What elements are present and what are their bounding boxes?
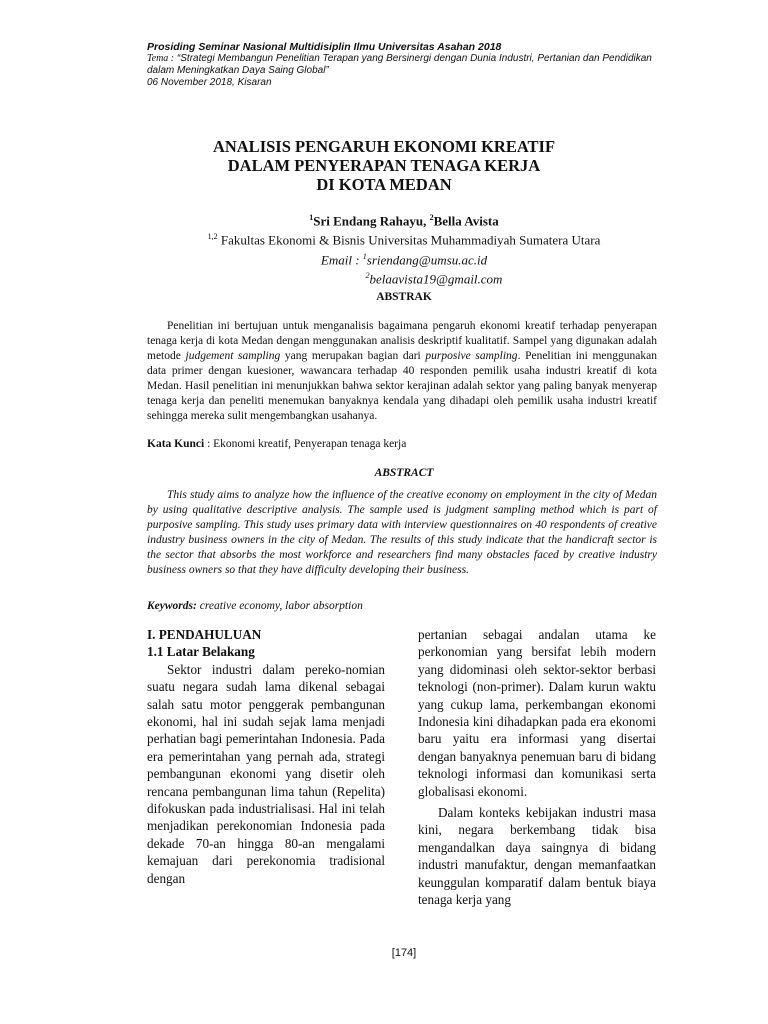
author2-sup: 2: [429, 213, 434, 222]
theme-text: “Strategi Membangun Penelitian Terapan yang Bersinergi dengan Dunia Industri, Pertanian dan Pendidikan dalam Meningkatkan Daya Saing Global”: [147, 53, 652, 76]
email1-sup: 1: [362, 251, 367, 261]
email2-sup: 2: [365, 270, 370, 280]
right-column: [418, 626, 656, 909]
abstract-heading: ABSTRACT: [374, 467, 434, 479]
proceedings-theme: [147, 53, 667, 77]
author-block: [0, 210, 768, 287]
proceedings-title: Prosiding Seminar Nasional Multidisiplin Ilmu Universitas Asahan 2018: [147, 41, 502, 53]
section-heading: I. PENDAHULUAN: [147, 627, 262, 642]
abstrak-text-2: yang merupakan bagian dari: [280, 350, 426, 362]
abstrak-em-2: purposive sampling: [425, 350, 518, 362]
email-1[interactable]: sriendang@umsu.ac.id: [366, 251, 488, 267]
abstract-body: This study aims to analyze how the influence of the creative economy on employment in the city of Medan by using qualitative descriptive analysis. The sample used is judgment sampling method which is part of purposive sampling. This study uses primary data with interview questionnaires on 40 respondents of creative industry business owners in the city of Medan. The results of this study indicate that the handicraft sector is the sector that absorbs the most workforce and researchers find many obstacles faced by creative industry business owners so that they have difficulty developing their business.: [147, 489, 657, 576]
right-paragraph-2: Dalam konteks kebijakan industri masa kini, negara berkembang tidak bisa mengandalkan daya saingnya di bidang industri manufaktur, dengan memanfaatkan keunggulan komparatif dalam bentuk biaya tenaga kerja yang: [418, 805, 656, 908]
title-line-2: DALAM PENYERAPAN TENAGA KERJA: [227, 156, 541, 175]
page-number: [174]: [391, 947, 417, 959]
kata-kunci-text: : Ekonomi kreatif, Penyerapan tenaga kerja: [204, 438, 407, 450]
keywords-label: Keywords:: [147, 600, 197, 612]
affiliation-sup: 1,2: [207, 232, 218, 242]
email-label: Email :: [320, 251, 363, 267]
kata-kunci-label: Kata Kunci: [147, 438, 205, 450]
keywords: [147, 600, 657, 612]
author-1: Sri Endang Rahayu,: [313, 213, 430, 229]
abstrak-text-1: Penelitian ini bertujuan untuk menganalisis bagaimana pengaruh ekonomi kreatif terhadap penyerapan tenaga kerja di kota Medan dengan menggunakan analisis deskriptif kualitatif. Sampel yang digunakan adalah metode: [147, 320, 657, 362]
author1-sup: 1: [309, 213, 314, 222]
proceedings-header: [147, 41, 667, 89]
right-paragraph-1: pertanian sebagai andalan utama ke perkonomian yang bersifat lebih modern yang didominasi oleh sektor-sektor berbasi teknologi (non-primer). Dalam kurun waktu yang cukup lama, perkembangan ekonomi Indonesia kini dihadapkan pada era ekonomi baru yaitu era informasi yang disertai dengan banyaknya penemuan baru di bidang teknologi informasi dan komunikasi serta globalisasi ekonomi.: [418, 627, 656, 799]
abstrak-body: [147, 319, 657, 424]
abstrak-text-3: . Penelitian ini menggunakan data primer dengan kuesioner, wawancara terhadap 40 responden pemilik usaha industri kreatif di kota Medan. Hasil penelitian ini menunjukkan bahwa sektor kerajinan adalah sektor yang paling banyak menyerap tenaga kerja dan peneliti menemukan banyaknya kendala yang dihadapi oleh pemilik usaha industri kreatif sehingga mereka sulit mengembangkan usahanya.: [147, 350, 657, 422]
left-column: [147, 626, 385, 887]
email-line-1: [0, 249, 768, 268]
affiliation-text: Fakultas Ekonomi & Bisnis Universitas Muhammadiyah Sumatera Utara: [217, 232, 601, 248]
kata-kunci: [147, 438, 657, 450]
paper-title: [0, 137, 768, 194]
author-names: [0, 210, 768, 229]
abstrak-heading: ABSTRAK: [376, 291, 432, 303]
left-paragraph: Sektor industri dalam pereko-nomian suatu negara sudah lama dikenal sebagai salah satu motor penggerak pembangunan ekonomi, hal ini sudah sejak lama menjadi perhatian bagi pemerintahan Indonesia. Pada era pemerintahan yang pernah ada, strategi pembangunan ekonomi yang disetir oleh rencana pembangunan lima tahun (Repelita) difokuskan pada industrialisasi. Hal ini telah menjadikan perekonomian Indonesia pada dekade 70-an hingga 80-an mengalami kemajuan dari perekonomia tradisional dengan: [147, 661, 385, 886]
subsection-heading: 1.1 Latar Belakang: [147, 644, 255, 660]
proceedings-date: 06 November 2018, Kisaran: [147, 77, 272, 88]
abstrak-em-1: judgement sampling: [185, 350, 281, 362]
email-2[interactable]: belaavista19@gmail.com: [369, 271, 503, 287]
affiliation: [0, 229, 768, 248]
keywords-text: creative economy, labor absorption: [196, 600, 363, 612]
email-line-2: [0, 268, 768, 287]
theme-label: Tema :: [147, 53, 175, 64]
author-2: Bella Avista: [433, 213, 499, 229]
title-line-1: ANALISIS PENGARUH EKONOMI KREATIF: [212, 137, 556, 156]
title-line-3: DI KOTA MEDAN: [316, 175, 452, 194]
